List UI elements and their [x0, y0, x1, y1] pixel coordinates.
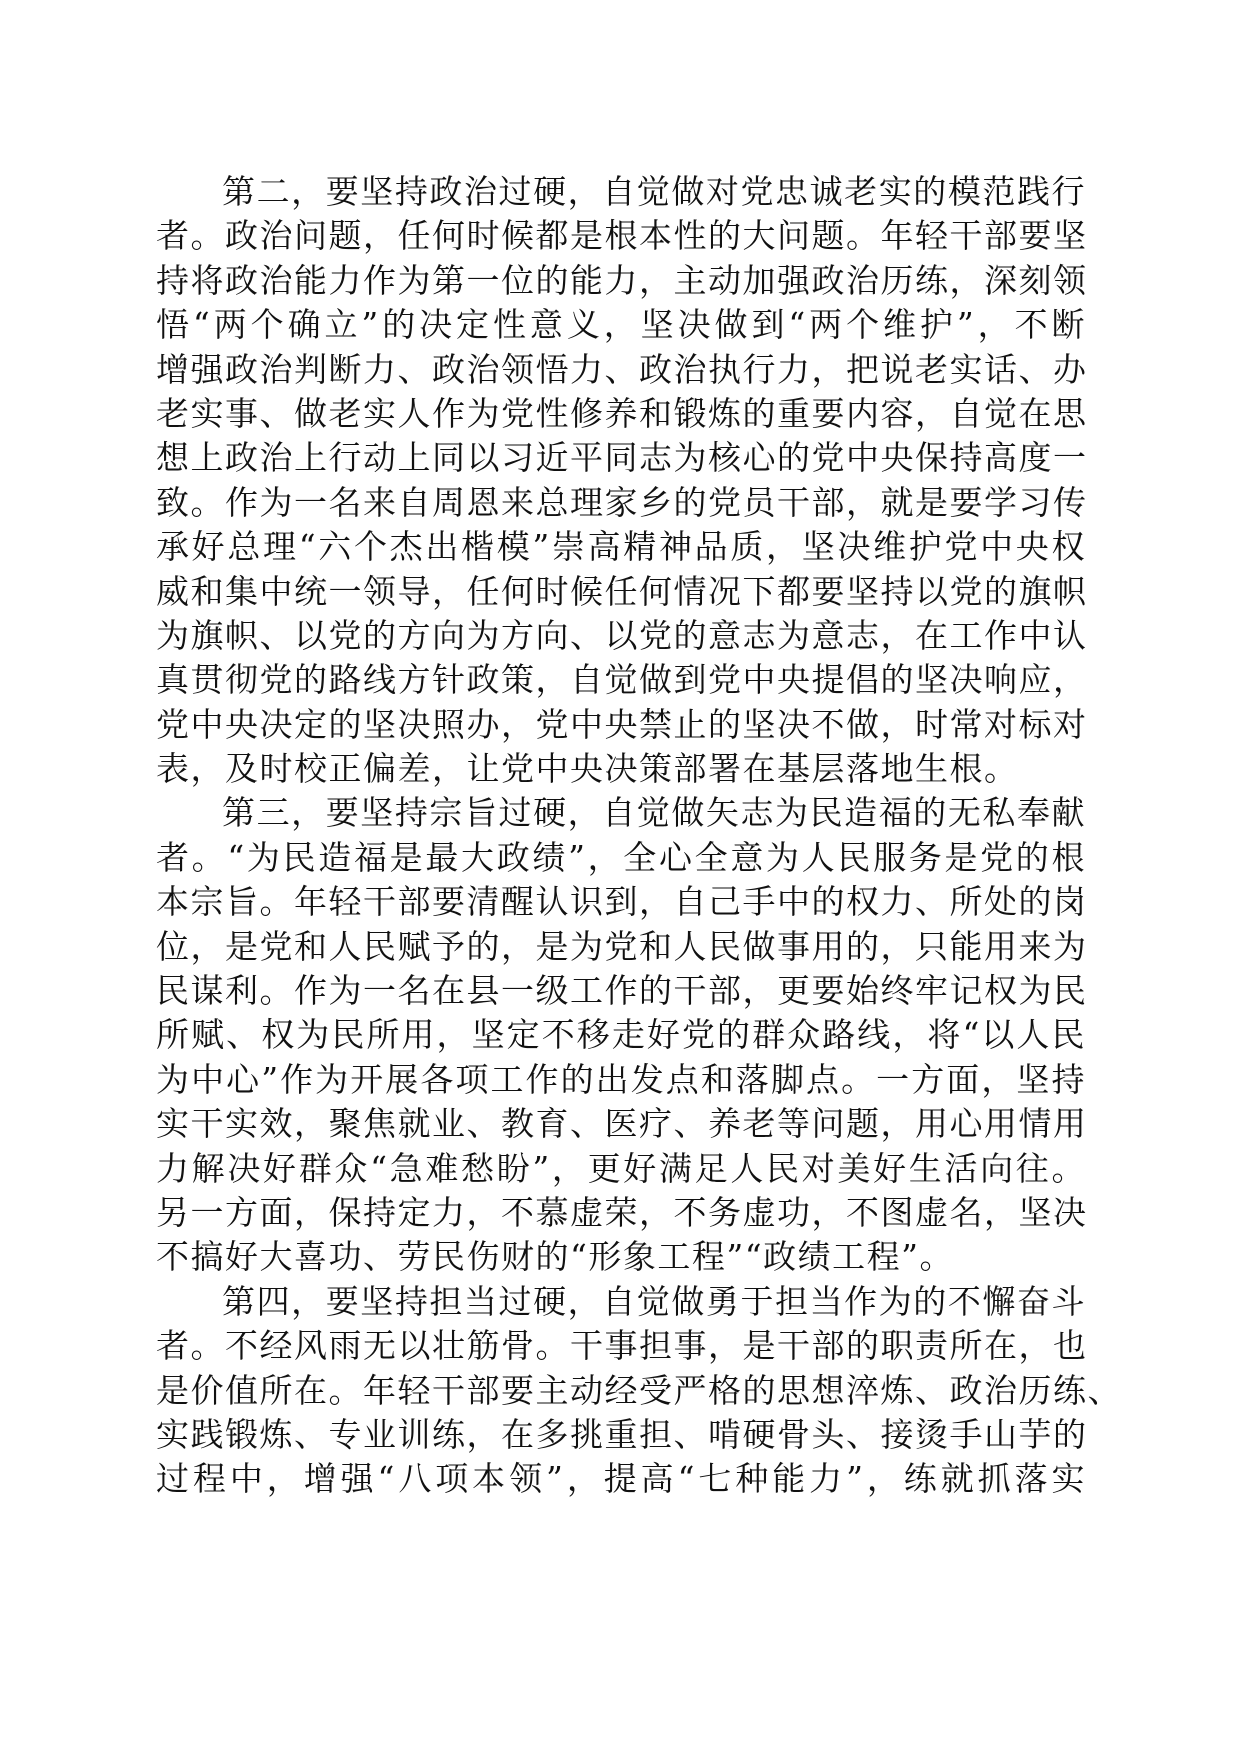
paragraph-2-line-11: 不搞好大喜功、劳民伤财的“形象工程”“政绩工程”。 — [156, 1237, 954, 1277]
paragraph-3-line-2: 者。不经风雨无以壮筋骨。干事担事，是干部的职责所在，也 — [156, 1326, 1088, 1366]
paragraph-1-line-11: 为旗帜、以党的方向为方向、以党的意志为意志，在工作中认 — [156, 615, 1088, 655]
paragraph-1-line-3: 持将政治能力作为第一位的能力，主动加强政治历练，深刻领 — [156, 260, 1088, 300]
paragraph-1-line-4: 悟“两个确立”的决定性意义，坚决做到“两个维护”，不断 — [156, 305, 1086, 345]
paragraph-2-line-6: 所赋、权为民所用，坚定不移走好党的群众路线，将“以人民 — [156, 1015, 1086, 1055]
paragraph-1-line-9: 承好总理“六个杰出楷模”崇高精神品质，坚决维护党中央权 — [156, 527, 1086, 567]
paragraph-1-line-5: 增强政治判断力、政治领悟力、政治执行力，把说老实话、办 — [156, 349, 1088, 389]
paragraph-2-line-7: 为中心”作为开展各项工作的出发点和落脚点。一方面，坚持 — [156, 1059, 1086, 1099]
paragraph-2-line-1: 第三，要坚持宗旨过硬，自觉做矢志为民造福的无私奉献 — [222, 793, 1086, 833]
paragraph-1-line-10: 威和集中统一领导，任何时候任何情况下都要坚持以党的旗帜 — [156, 571, 1088, 611]
paragraph-3-line-5: 过程中，增强“八项本领”，提高“七种能力”，练就抓落实 — [156, 1459, 1086, 1499]
paragraph-3-line-4: 实践锻炼、专业训练，在多挑重担、啃硬骨头、接烫手山芋的 — [156, 1414, 1088, 1454]
paragraph-1-line-6: 老实事、做老实人作为党性修养和锻炼的重要内容，自觉在思 — [156, 393, 1088, 433]
paragraph-2-line-3: 本宗旨。年轻干部要清醒认识到，自己手中的权力、所处的岗 — [156, 882, 1088, 922]
paragraph-2-line-8: 实干实效，聚焦就业、教育、医疗、养老等问题，用心用情用 — [156, 1104, 1088, 1144]
paragraph-1-line-13: 党中央决定的坚决照办，党中央禁止的坚决不做，时常对标对 — [156, 704, 1088, 744]
paragraph-2-line-5: 民谋利。作为一名在县一级工作的干部，更要始终牢记权为民 — [156, 971, 1088, 1011]
paragraph-3-line-1: 第四，要坚持担当过硬，自觉做勇于担当作为的不懈奋斗 — [222, 1281, 1086, 1321]
paragraph-2-line-4: 位，是党和人民赋予的，是为党和人民做事用的，只能用来为 — [156, 926, 1088, 966]
paragraph-2-line-9: 力解决好群众“急难愁盼”，更好满足人民对美好生活向往。 — [156, 1148, 1086, 1188]
paragraph-1-line-2: 者。政治问题，任何时候都是根本性的大问题。年轻干部要坚 — [156, 216, 1088, 256]
paragraph-1-line-8: 致。作为一名来自周恩来总理家乡的党员干部，就是要学习传 — [156, 482, 1088, 522]
paragraph-1-line-1: 第二，要坚持政治过硬，自觉做对党忠诚老实的模范践行 — [222, 172, 1086, 211]
paragraph-1-line-7: 想上政治上行动上同以习近平同志为核心的党中央保持高度一 — [156, 438, 1088, 478]
paragraph-2-line-10: 另一方面，保持定力，不慕虚荣，不务虚功，不图虚名，坚决 — [156, 1192, 1088, 1232]
paragraph-1-line-12: 真贯彻党的路线方针政策，自觉做到党中央提倡的坚决响应， — [156, 660, 1088, 700]
document-body — [156, 170, 1122, 1502]
paragraph-1-line-14: 表，及时校正偏差，让党中央决策部署在基层落地生根。 — [156, 749, 1019, 789]
paragraph-2-line-2: 者。“为民造福是最大政绩”，全心全意为人民服务是党的根 — [156, 837, 1086, 877]
paragraph-3-line-3: 是价值所在。年轻干部要主动经受严格的思想淬炼、政治历练、 — [156, 1370, 1122, 1410]
